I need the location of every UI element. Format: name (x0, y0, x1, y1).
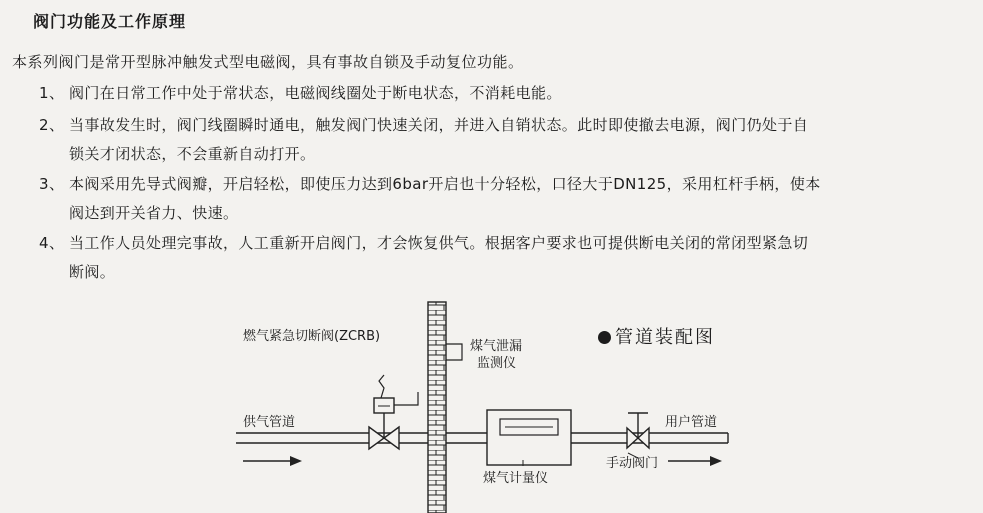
item-line: 阀门在日常工作中处于常状态，电磁阀线圈处于断电状态，不消耗电能。 (69, 84, 562, 102)
section-title: 阀门功能及工作原理 (33, 12, 187, 31)
item-number: 1、 (39, 84, 65, 102)
leak-monitor-label: 煤气泄漏 (470, 339, 523, 354)
diagram-title: 管道装配图 (598, 323, 715, 349)
item-number: 2、 (39, 116, 65, 134)
item-line-continued: 断阀。 (69, 263, 116, 281)
shutoff-valve-label: 燃气紧急切断阀(ZCRB) (243, 329, 381, 344)
item-line: 当事故发生时，阀门线圈瞬时通电，触发阀门快速关闭，并进入自销状态。此时即使撤去电源，阀门仍处于自 (69, 116, 809, 134)
item-number: 4、 (39, 234, 65, 252)
supply-pipe-label: 供气管道 (243, 415, 296, 430)
item-line-continued: 锁关才闭状态，不会重新自动打开。 (69, 145, 316, 163)
gas-meter-icon (487, 410, 571, 465)
manual-valve-label: 手动阀门 (606, 456, 659, 471)
gas-meter-label: 煤气计量仪 (483, 471, 549, 486)
leak-monitor-label: 监测仪 (477, 356, 517, 371)
item-line-continued: 阀达到开关省力、快速。 (69, 204, 239, 222)
flow-arrow-right-icon (668, 456, 722, 466)
emergency-shutoff-valve-icon (369, 375, 399, 449)
brick-wall (428, 302, 446, 513)
item-number: 3、 (39, 175, 65, 193)
item-line: 本阀采用先导式阀瓣，开启轻松，即使压力达到6bar开启也十分轻松，口径大于DN125，采用杠杆手柄，使本 (69, 175, 821, 193)
item-line: 当工作人员处理完事故，人工重新开启阀门，才会恢复供气。根据客户要求也可提供断电关闭的常闭型紧急切 (69, 234, 809, 252)
flow-arrow-left-icon (243, 456, 302, 466)
intro-text: 本系列阀门是常开型脉冲触发式型电磁阀，具有事故自锁及手动复位功能。 (12, 53, 524, 71)
user-pipe-label: 用户管道 (665, 415, 718, 430)
bullet-icon (598, 331, 611, 344)
